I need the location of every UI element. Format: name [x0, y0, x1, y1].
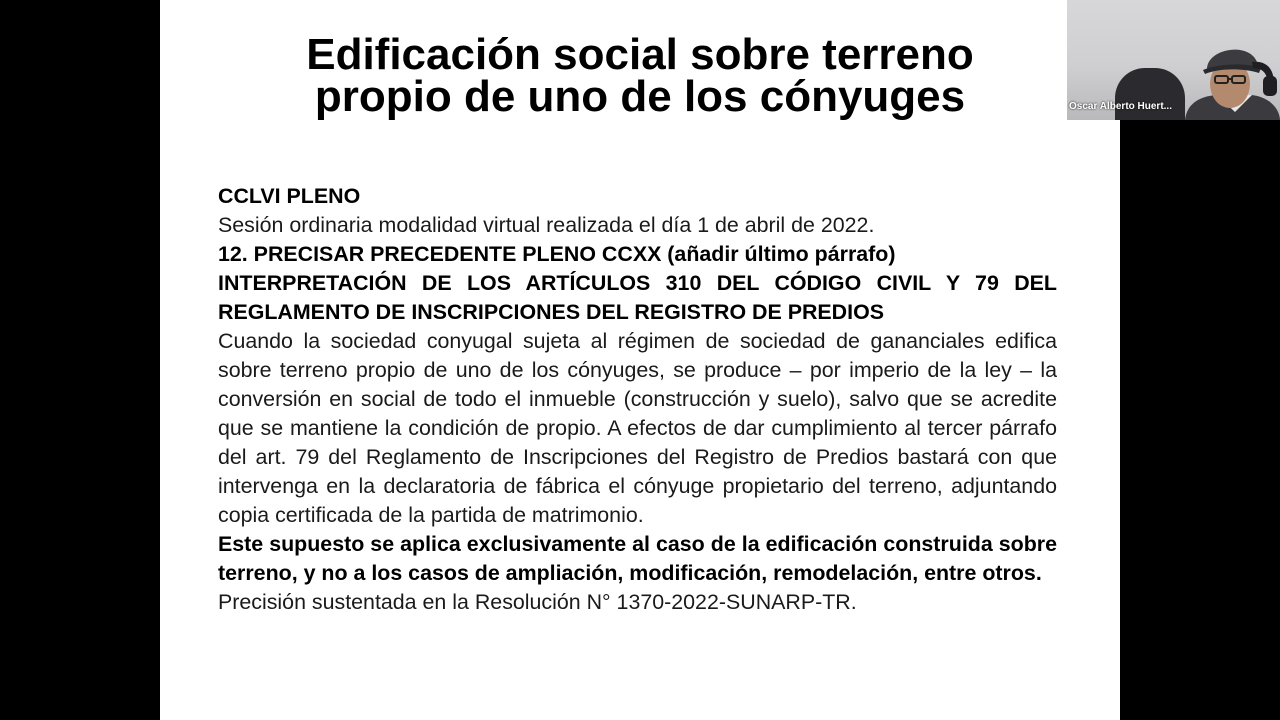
main-paragraph: Cuando la sociedad conyugal sujeta al régimen de sociedad de gananciales edifica sobre terreno propio de uno de los cónyuges, se produce – por imperio de la ley – la conversión en social de todo el inmueble (construcción y suelo), salvo que se acredite que se mantiene la condición de propio. A efectos de dar cumplimiento al tercer párrafo del art. 79 del Reglamento de Inscripciones del Registro de Predios bastará con que intervenga en la declaratoria de fábrica el cónyuge propietario del terreno, adjuntando copia certificada de la partida de matrimonio.	[218, 329, 1057, 527]
interpretation-heading: INTERPRETACIÓN DE LOS ARTÍCULOS 310 DEL CÓDIGO CIVIL Y 79 DEL REGLAMENTO DE INSCRIPCIONES DEL REGISTRO DE PREDIOS	[218, 271, 1057, 324]
shared-slide	[160, 0, 1120, 720]
slide-title-line-1: Edificación social sobre terreno	[306, 30, 974, 79]
participant-name-label: Oscar Alberto Huert...	[1069, 101, 1172, 112]
participant-video-tile[interactable]	[1067, 0, 1280, 120]
pleno-heading: CCLVI PLENO	[218, 184, 361, 208]
precedent-heading: 12. PRECISAR PRECEDENTE PLENO CCXX (añadir último párrafo)	[218, 242, 896, 266]
scope-paragraph: Este supuesto se aplica exclusivamente al caso de la edificación construida sobre terreno, y no a los casos de ampliación, modificación, remodelación, entre otros.	[218, 532, 1057, 585]
slide-title-line-2: propio de uno de los cónyuges	[314, 72, 966, 121]
slide-title	[160, 30, 1120, 121]
slide-body	[218, 182, 1057, 617]
resolution-note: Precisión sustentada en la Resolución N° 1370-2022-SUNARP-TR.	[218, 590, 857, 614]
session-text: Sesión ordinaria modalidad virtual realizada el día 1 de abril de 2022.	[218, 213, 875, 237]
